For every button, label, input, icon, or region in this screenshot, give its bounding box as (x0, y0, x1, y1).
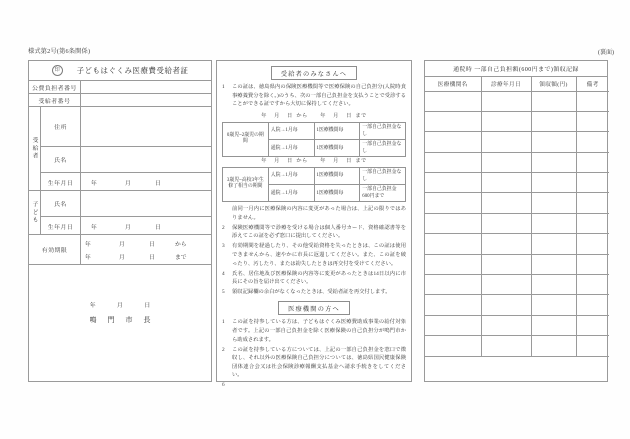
cell-date[interactable] (481, 213, 531, 233)
note-3-text: 有効期間を経過したり、その他受給資格を失ったときは、この証は使用できませんから、速やかに市長に返還してください。また、この証を破ったり、汚したり、または紛失したときは再交付を受けてください。 (232, 243, 406, 267)
table-row (425, 173, 609, 193)
child-rail-label: 子ども (31, 200, 37, 225)
cell-date[interactable] (481, 111, 531, 131)
provider-note-2-text: この証を持参している方については、上記の一部自己負担金を窓口で徴収し、それ以外の医療保険自己負担分については、徳島県国民健康保険団体連合会又は社会保険診療報酬支払基金へ請求手続きをしてください。 (232, 346, 406, 379)
tariff-kind-0-2-out: 通院→1月每 (268, 139, 314, 156)
field-row-recipient-number (29, 94, 211, 107)
cell-institution[interactable] (425, 173, 481, 193)
form-number: 様式第2号(第6条関係) (28, 48, 91, 55)
note-1-tail-text: 前同一月内に医療保険の内容に変更があった場合は、上記の限りではありません。 (232, 206, 406, 221)
tariff-age-range-3-hs: 3歳児~高校3年生 修了相当の期間 (223, 167, 269, 201)
note-1-number: 1 (222, 84, 225, 90)
label-recipient-name: 氏名 (41, 147, 81, 172)
column-header-remarks: 備考 (576, 77, 609, 91)
tariff2-hdr-day: 日 (287, 158, 293, 165)
validity-from-suffix: から (175, 241, 187, 248)
tariff-row-0-2-inpatient (223, 122, 406, 139)
tariff-amount-3-hs-out: 一部自己負担金600円まで (360, 184, 406, 201)
cell-amount[interactable] (531, 213, 576, 233)
tariff-header-period-2 (223, 157, 406, 168)
child-birth-year: 年 (91, 224, 97, 231)
tariff-amount-3-hs-in: 一部自己負担金なし (360, 167, 406, 184)
cell-remarks[interactable] (576, 132, 609, 152)
recipient-group-body (41, 107, 211, 190)
recipient-notes-badge: 受給者のみなさんへ (271, 66, 357, 80)
certificate-title: 子どもはぐくみ医療費受給者証 (76, 66, 189, 75)
recipient-group (29, 107, 211, 191)
table-row (425, 254, 609, 274)
recipient-rail (29, 107, 41, 190)
validity-from (81, 239, 211, 248)
note-1-text: この証は、徳島県内の保険医療機関等で医療保険の自己負担分(入院時食事療養費分を除く。)のうち、次の一部自己負担金を支払うことで受診することができる証ですから大切に保持してください。 (232, 84, 406, 108)
provider-note-item-1 (222, 318, 406, 344)
cell-date[interactable] (481, 173, 531, 193)
tariff-amount-0-2-out: 一部自己負担金なし (360, 139, 406, 156)
cell-remarks[interactable] (576, 193, 609, 213)
label-child-birthdate: 生年月日 (41, 217, 81, 235)
validity-to-year: 年 (85, 254, 91, 261)
field-row-recipient-name (41, 147, 211, 173)
field-row-public-payer-number (29, 81, 211, 94)
tariff2-hdr-month2: 月 (333, 158, 339, 165)
recipient-birth-month: 月 (125, 180, 131, 187)
tariff-age-range-0-2: 0歳児~2歳児の期間 (223, 122, 269, 156)
receipt-record-card (424, 60, 608, 382)
table-row (425, 91, 609, 111)
cell-amount[interactable] (531, 91, 576, 111)
note-4-text: 氏名、居住地及び医療保険の内容等に変更があったときは14日以内に市長にその旨を届け出てください。 (232, 270, 406, 286)
table-row (425, 213, 609, 233)
validity-to-day: 日 (149, 254, 155, 261)
note-item-1-tail (222, 205, 406, 222)
tariff2-hdr-from: から (296, 158, 308, 165)
cell-remarks[interactable] (576, 152, 609, 172)
value-recipient-name[interactable] (81, 147, 211, 172)
value-child-birthdate[interactable] (81, 217, 211, 235)
validity-to (81, 252, 211, 261)
value-recipient-number[interactable] (81, 94, 211, 106)
validity-from-year: 年 (85, 241, 91, 248)
recipient-birthdate-ymd (87, 178, 181, 187)
table-row (425, 234, 609, 254)
receipt-record-title: 通院時 一部自己負担額(600円まで)領収記録 (425, 61, 607, 77)
column-header-date: 診療年月日 (481, 77, 531, 91)
validity-to-suffix: まで (175, 254, 187, 261)
certificate-spacer (29, 265, 211, 283)
cell-amount[interactable] (531, 111, 576, 131)
cell-remarks[interactable] (576, 275, 609, 295)
table-row (425, 152, 609, 172)
label-child-name: 氏名 (41, 191, 81, 216)
tariff-hdr-year: 年 (261, 113, 267, 120)
table-row (425, 111, 609, 131)
cell-institution[interactable] (425, 275, 481, 295)
label-public-payer-number: 公費負担者番号 (29, 81, 81, 93)
cell-institution[interactable] (425, 315, 481, 335)
cell-date[interactable] (481, 91, 531, 111)
cell-amount[interactable] (531, 336, 576, 356)
cell-institution[interactable] (425, 336, 481, 356)
cell-amount[interactable] (531, 275, 576, 295)
note-3-number: 3 (222, 243, 225, 250)
validity-period-values[interactable] (81, 235, 211, 264)
cell-institution[interactable] (425, 132, 481, 152)
certificate-title-row (29, 61, 211, 81)
cell-date[interactable] (481, 295, 531, 315)
cell-amount[interactable] (531, 315, 576, 335)
cell-institution[interactable] (425, 152, 481, 172)
note-item-2 (222, 224, 406, 241)
tariff-hdr-to: まで (355, 113, 367, 120)
note-item-5 (222, 288, 406, 297)
tariff2-hdr-to: まで (355, 158, 367, 165)
recipient-birth-day: 日 (155, 180, 161, 187)
column-header-amount: 領収額(円) (531, 77, 576, 91)
field-row-validity-period (29, 235, 211, 265)
page-footer-number: 6 (222, 381, 225, 388)
table-row (425, 336, 609, 356)
note-2-number: 2 (222, 224, 225, 231)
tariff-header-period (223, 112, 406, 122)
tariff-kind-0-2-in: 入院→1月每 (268, 122, 314, 139)
tariff-org-3-hs-out: 1医療機関每 (314, 184, 360, 201)
table-row (425, 295, 609, 315)
child-group-body (41, 191, 211, 234)
cell-date[interactable] (481, 336, 531, 356)
label-recipient-address: 住所 (41, 107, 81, 146)
tariff-hdr-month: 月 (274, 113, 280, 120)
cell-remarks[interactable] (576, 173, 609, 193)
cell-date[interactable] (481, 234, 531, 254)
validity-from-month: 月 (119, 241, 125, 248)
cell-date[interactable] (481, 275, 531, 295)
tariff-header-row-2 (223, 157, 406, 168)
tariff-hdr-month2: 月 (333, 113, 339, 120)
value-child-name[interactable] (81, 191, 211, 216)
tariff-hdr-from: から (296, 113, 308, 120)
tariff-hdr-year2: 年 (320, 113, 326, 120)
receipt-record-table (425, 77, 609, 357)
cell-amount[interactable] (531, 152, 576, 172)
provider-notes-badge: 医療機関の方へ (278, 301, 350, 315)
cell-amount[interactable] (531, 193, 576, 213)
field-row-recipient-address (41, 107, 211, 147)
value-recipient-address[interactable] (81, 107, 211, 146)
cell-institution[interactable] (425, 111, 481, 131)
tariff-hdr-day2: 日 (346, 113, 352, 120)
cell-remarks[interactable] (576, 254, 609, 274)
table-row (425, 315, 609, 335)
issuer-name: 鳴門市長 (89, 315, 162, 324)
provider-note-item-2 (222, 346, 406, 380)
cell-date[interactable] (481, 315, 531, 335)
tariff-header-row (223, 112, 406, 122)
cell-remarks[interactable] (576, 213, 609, 233)
tariff-org-3-hs-in: 1医療機関每 (314, 167, 360, 184)
cell-amount[interactable] (531, 295, 576, 315)
child-group (29, 191, 211, 235)
cell-date[interactable] (481, 193, 531, 213)
receipt-record-header-row (425, 77, 609, 91)
cell-remarks[interactable] (576, 111, 609, 131)
cell-remarks[interactable] (576, 315, 609, 335)
validity-to-month: 月 (119, 254, 125, 261)
tariff2-hdr-year2: 年 (320, 158, 326, 165)
cell-amount[interactable] (531, 234, 576, 254)
issue-date: 年 月 日 (89, 302, 161, 309)
field-row-recipient-birthdate (41, 173, 211, 191)
cell-remarks[interactable] (576, 336, 609, 356)
cell-institution[interactable] (425, 295, 481, 315)
tariff2-hdr-year: 年 (261, 158, 267, 165)
cell-date[interactable] (481, 132, 531, 152)
cell-amount[interactable] (531, 132, 576, 152)
value-recipient-birthdate[interactable] (81, 173, 211, 191)
child-rail (29, 191, 41, 234)
child-birthdate-ymd (87, 222, 181, 231)
note-4-number: 4 (222, 270, 225, 277)
cell-institution[interactable] (425, 234, 481, 254)
certificate-card (28, 60, 212, 382)
label-recipient-number: 受給者番号 (29, 94, 81, 106)
cell-amount[interactable] (531, 254, 576, 274)
cell-amount[interactable] (531, 173, 576, 193)
tariff2-hdr-month: 月 (274, 158, 280, 165)
field-row-child-name (41, 191, 211, 217)
label-recipient-birthdate: 生年月日 (41, 173, 81, 191)
seal-icon: 印 (52, 65, 63, 76)
child-birth-month: 月 (125, 224, 131, 231)
issuer-block (29, 283, 211, 341)
note-item-3 (222, 242, 406, 268)
field-row-child-birthdate (41, 217, 211, 235)
column-header-institution: 医療機関名 (425, 77, 481, 91)
provider-note-2-number: 2 (222, 346, 225, 353)
cell-remarks[interactable] (576, 91, 609, 111)
child-birth-day: 日 (155, 224, 161, 231)
receipt-record-body (425, 91, 609, 356)
tariff-kind-3-hs-out: 通院→1月每 (268, 184, 314, 201)
cell-remarks[interactable] (576, 234, 609, 254)
note-5-text: 領収記録欄の余白がなくなったときは、受給者証を再交付します。 (232, 289, 391, 296)
copayment-table (222, 112, 406, 202)
cell-institution[interactable] (425, 91, 481, 111)
cell-date[interactable] (481, 254, 531, 274)
back-side-mark: (裏面) (598, 50, 614, 56)
provider-note-1-number: 1 (222, 319, 225, 326)
table-row (425, 132, 609, 152)
cell-institution[interactable] (425, 193, 481, 213)
receipt-record-head (425, 77, 609, 91)
table-row (425, 275, 609, 295)
label-validity-period: 有効期限 (29, 235, 81, 264)
tariff-row-3-hs-inpatient (223, 167, 406, 184)
cell-institution[interactable] (425, 213, 481, 233)
tariff-org-0-2-out: 1医療機関每 (314, 139, 360, 156)
note-item-1 (222, 83, 406, 109)
cell-remarks[interactable] (576, 295, 609, 315)
note-2-text: 保険医療機関等で診療を受ける場合は個人番号カード、資格確認書等を添えてこの証を必ず窓口に提出してください。 (232, 224, 406, 240)
table-row (425, 193, 609, 213)
notes-card (216, 60, 412, 388)
note-item-4 (222, 270, 406, 287)
tariff-amount-0-2-in: 一部自己負担金なし (360, 122, 406, 139)
cell-institution[interactable] (425, 254, 481, 274)
provider-note-1-text: この証を持参している方は、子どもはぐくみ医療費助成事業の給付対象者です。上記の一部自己負担金を除く医療保険の自己負担分が鳴門市から助成されます。 (232, 319, 406, 343)
cell-date[interactable] (481, 152, 531, 172)
tariff-org-0-2-in: 1医療機関每 (314, 122, 360, 139)
note-5-number: 5 (222, 289, 225, 296)
recipient-birth-year: 年 (91, 180, 97, 187)
validity-from-day: 日 (149, 241, 155, 248)
recipient-rail-label: 受給者 (31, 136, 37, 161)
tariff2-hdr-day2: 日 (346, 158, 352, 165)
value-public-payer-number[interactable] (81, 81, 211, 93)
tariff-hdr-day: 日 (287, 113, 293, 120)
tariff-kind-3-hs-in: 入院→1月每 (268, 167, 314, 184)
